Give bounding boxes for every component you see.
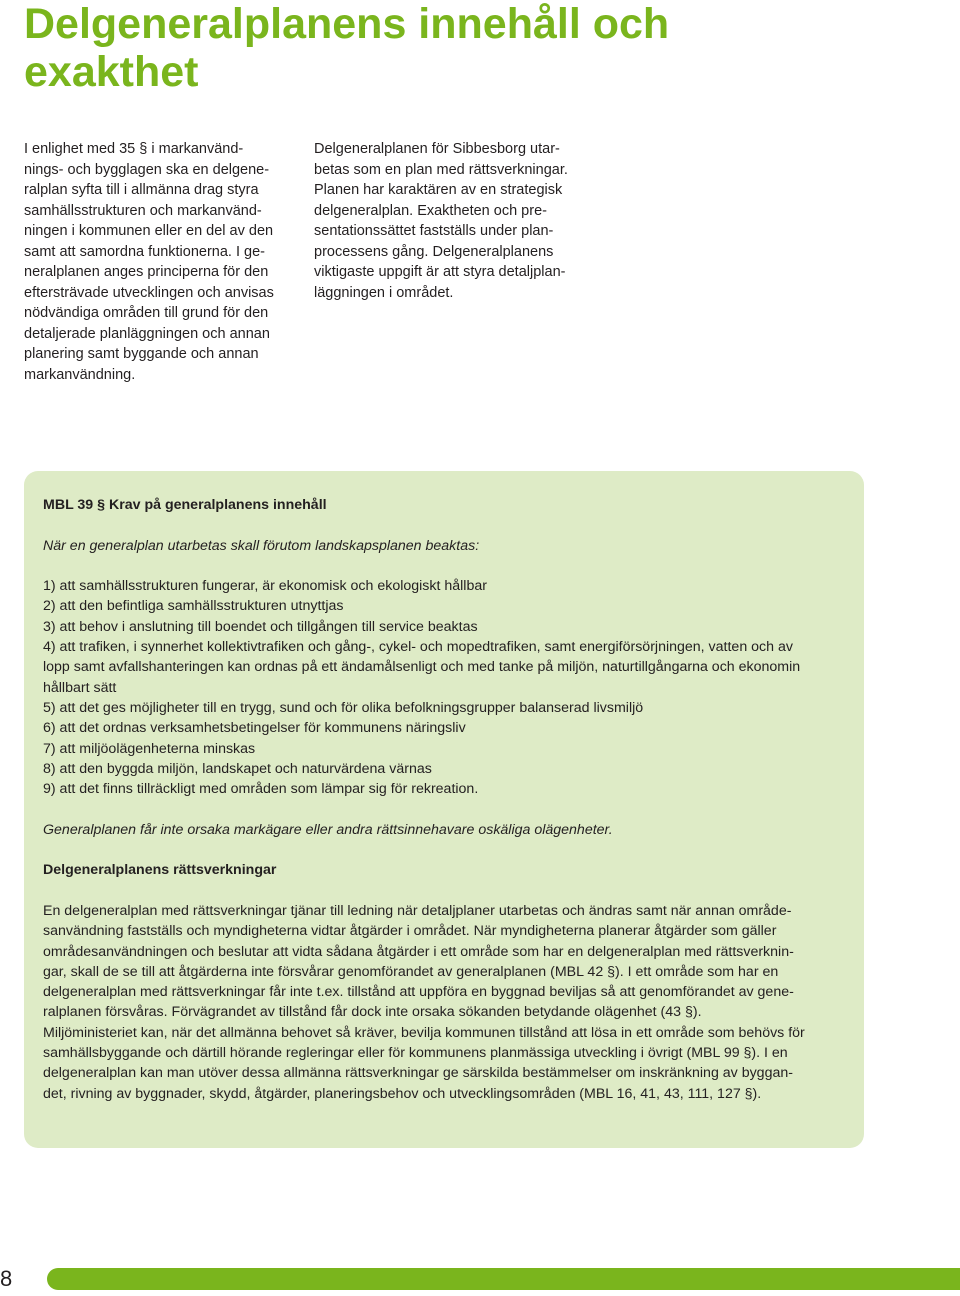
section-line: En delgeneralplan med rättsverkningar tjänar till ledning när detaljplaner utarbetas och ändras samt när annan område-: [43, 902, 792, 919]
text-line: samt att samordna funktionerna. I ge-: [24, 243, 265, 260]
title-line: exakthet: [24, 48, 199, 96]
spacer: [43, 515, 848, 535]
text-line: nings- och bygglagen ska en delgene-: [24, 161, 270, 178]
text-line: läggningen i området.: [314, 284, 454, 301]
section-line: Miljöministeriet kan, när det allmänna behovet så kräver, bevilja kommunen tillstånd att lösa in ett område som behövs för: [43, 1024, 805, 1041]
requirement-line: hållbart sätt: [43, 679, 117, 696]
info-box-closing: Generalplanen får inte orsaka markägare eller andra rättsinnehavare oskäliga olägenheter.: [43, 821, 613, 838]
requirement-line: 6) att det ordnas verksamhetsbetingelser för kommunens näringsliv: [43, 720, 466, 737]
text-line: samhällsstrukturen och markanvänd-: [24, 202, 262, 219]
requirement-line: 3) att behov i anslutning till boendet och tillgången till service beaktas: [43, 618, 478, 635]
title-line: Delgeneralplanens innehåll och: [24, 0, 670, 48]
section-line: samhällsbyggande och därtill hörande regleringar eller för kommunens planmässiga utveckling i övrigt (MBL 99 §). I en: [43, 1045, 788, 1062]
info-box-content: [43, 495, 848, 1104]
text-line: markanvändning.: [24, 366, 136, 383]
spacer: [43, 881, 848, 901]
section-heading: Delgeneralplanens rättsverkningar: [43, 862, 277, 879]
requirement-line: 1) att samhällsstrukturen fungerar, är ekonomisk och ekologiskt hållbar: [43, 578, 487, 595]
text-line: nödvändiga områden till grund för den: [24, 305, 269, 321]
text-line: Planen har karaktären av en strategisk: [314, 182, 563, 198]
intro-left-column: [24, 139, 296, 385]
requirement-line: 4) att trafiken, i synnerhet kollektivtrafiken och gång-, cykel- och mopedtrafiken, samt energiförsörjningen, vatten och av: [43, 639, 793, 656]
section-line: delgeneralplan med rättsverkningar får inte t.ex. tillstånd att uppföra en byggnad beviljas så att genomförandet av gene-: [43, 984, 794, 1001]
spacer: [43, 799, 848, 819]
text-line: delgeneralplan. Exaktheten och pre-: [314, 202, 547, 219]
section-line: sanvändning fastställs och myndigheterna vidtar åtgärder i området. När myndigheterna planerar åtgärder som gäller: [43, 923, 777, 940]
spacer: [43, 556, 848, 576]
text-line: eftersträvade utvecklingen och anvisas: [24, 284, 274, 301]
text-line: viktigaste uppgift är att styra detaljplan-: [314, 264, 566, 280]
section-line: delgeneralplan kan man utöver dessa allmänna rättsverkningar ge särskilda bestämmelser om inskränkning av byggan-: [43, 1065, 793, 1082]
page-number: 8: [0, 1266, 13, 1291]
text-line: I enlighet med 35 § i markanvänd-: [24, 141, 244, 157]
section-line: gar, skall de se till att åtgärderna inte försvårar genomförandet av generalplanen (MBL 42 §). I ett område som har en: [43, 963, 779, 980]
text-line: processens gång. Delgeneralplanens: [314, 243, 554, 260]
text-line: ralplan syfta till i allmänna drag styra: [24, 182, 259, 198]
section-line: områdesanvändningen och beslutar att vidta sådana åtgärder i ett område som har en delgeneralplan med rättsverknin-: [43, 943, 794, 960]
footer-accent-bar: [47, 1268, 960, 1290]
text-line: ningen i kommunen eller en del av den: [24, 223, 274, 239]
requirement-line: 9) att det finns tillräckligt med områden som lämpar sig för rekreation.: [43, 781, 479, 798]
text-line: detaljerade planläggningen och annan: [24, 325, 270, 342]
page-title: [24, 0, 924, 96]
text-line: planering samt byggande och annan: [24, 346, 259, 362]
requirement-line: 7) att miljöolägenheterna minskas: [43, 740, 256, 757]
section-line: det, rivning av byggnader, skydd, åtgärder, planeringsbehov och utvecklingsområden (MBL 16, 41, 43, 111, 127 §).: [43, 1085, 762, 1102]
text-line: neralplanen anges principerna för den: [24, 264, 269, 280]
requirement-line: 5) att det ges möjligheter till en trygg, sund och för olika befolkningsgrupper balanserad livsmiljö: [43, 699, 644, 716]
text-line: Delgeneralplanen för Sibbesborg utar-: [314, 141, 560, 157]
text-line: sentationssättet fastställs under plan-: [314, 223, 554, 239]
info-box-intro: När en generalplan utarbetas skall förutom landskapsplanen beaktas:: [43, 537, 480, 554]
requirement-line: lopp samt avfallshanteringen kan ordnas på ett ändamålsenligt och med tanke på miljön, naturtillgångarna och ekonomin: [43, 659, 801, 676]
info-box: [24, 471, 864, 1148]
requirement-line: 2) att den befintliga samhällsstrukturen utnyttjas: [43, 598, 344, 615]
info-box-heading: MBL 39 § Krav på generalplanens innehåll: [43, 497, 327, 513]
spacer: [43, 840, 848, 860]
section-line: ralplanen försvåras. Förvägrandet av tillstånd får dock inte orsaka sökanden betydande olägenhet (43 §).: [43, 1004, 702, 1021]
requirement-line: 8) att den byggda miljön, landskapet och naturvärdena värnas: [43, 760, 432, 777]
text-line: betas som en plan med rättsverkningar.: [314, 161, 568, 178]
intro-right-column: [314, 139, 586, 303]
